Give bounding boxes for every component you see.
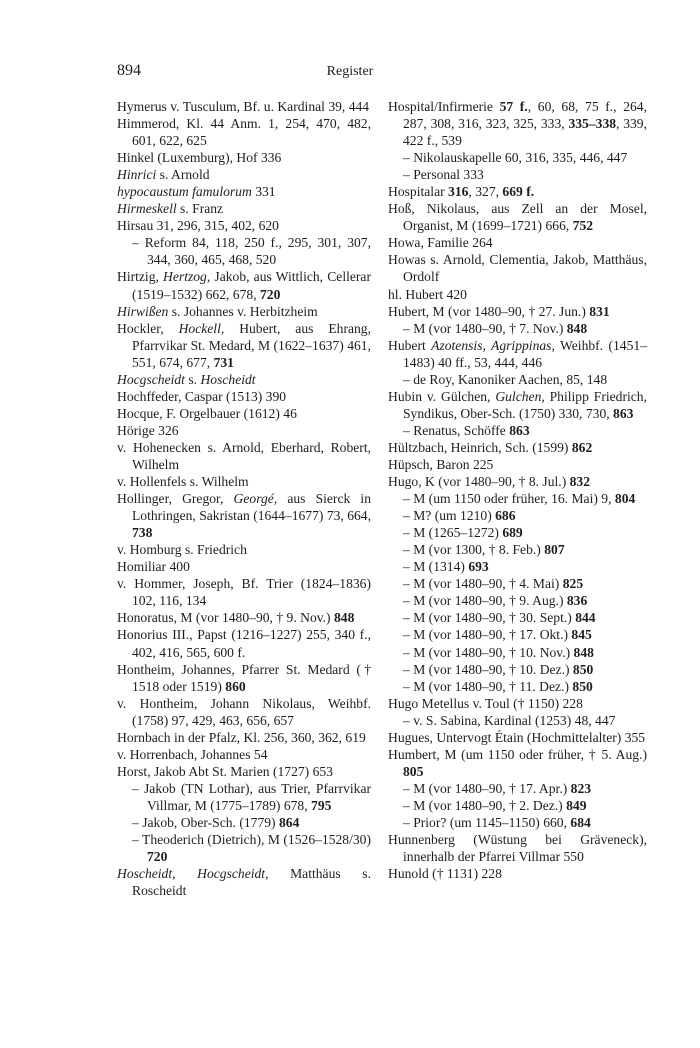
entry-text: , Jakob, aus Wittlich, Cellerar (1519–1532) 662, 678, (132, 269, 371, 302)
index-subentry (388, 644, 647, 661)
entry-text: Hochffeder, Caspar (1513) 390 (117, 388, 287, 404)
index-subentry (117, 234, 371, 268)
page-ref-bold: 738 (132, 525, 153, 541)
index-subentry (388, 507, 647, 524)
index-subentry (388, 422, 647, 439)
entry-text: Hunold († 1131) 228 (388, 866, 502, 882)
entry-text: v. Hommer, Joseph, Bf. Trier (1824–1836) 102, 116, 134 (117, 576, 371, 609)
index-subentry (388, 524, 647, 541)
entry-text: v. Hohenecken s. Arnold, Eberhard, Robert, Wilhelm (117, 439, 371, 472)
page-ref-bold: 860 (225, 678, 246, 694)
index-subentry (388, 626, 647, 643)
entry-text: – M (vor 1480–90, † 10. Dez.) (403, 661, 573, 677)
index-subentry (388, 797, 647, 814)
index-entry (117, 388, 371, 405)
index-entry (388, 439, 647, 456)
entry-text: s. Arnold (156, 167, 210, 183)
index-entry (388, 286, 647, 303)
entry-text: Hoß, Nikolaus, aus Zell an der Mosel, Organist, M (1699–1721) 666, (388, 201, 647, 234)
entry-text: Horst, Jakob Abt St. Marien (1727) 653 (117, 763, 333, 779)
page-ref-bold: 845 (571, 627, 592, 643)
index-subentry (117, 831, 371, 865)
entry-text: – M (vor 1480–90, † 11. Dez.) (403, 678, 573, 694)
page-ref-bold: 864 (278, 814, 300, 830)
entry-text: Hospital/Infirmerie (388, 99, 500, 114)
entry-text: – Jakob, Ober-Sch. (1779) (132, 814, 279, 830)
page-ref-bold: 836 (566, 593, 588, 609)
index-entry (388, 183, 647, 200)
page-ref-bold: 807 (544, 542, 565, 558)
entry-text: – Renatus, Schöffe (403, 422, 510, 438)
entry-text: v. Hontheim, Johann Nikolaus, Weihbf. (1758) 97, 429, 463, 656, 657 (117, 695, 371, 728)
index-subentry (388, 678, 647, 695)
index-entry (388, 865, 647, 882)
entry-text: Hymerus v. Tusculum, Bf. u. Kardinal 39, 444 (117, 99, 370, 114)
entry-text: , aus Sierck in Lothringen, Sakristan (1644–1677) 73, 664, (132, 491, 371, 524)
entry-text: Hirsau 31, 296, 315, 402, 620 (117, 218, 279, 234)
index-entry (388, 303, 647, 320)
page-number: 894 (117, 62, 141, 79)
page-ref-bold: 848 (573, 644, 594, 660)
entry-text: Howa, Familie 264 (388, 235, 493, 251)
index-subentry (388, 712, 647, 729)
entry-text: s. (184, 371, 201, 387)
variant-italic: Hirmeskell (117, 201, 177, 217)
index-entry (388, 234, 647, 251)
entry-text: Honorius III., Papst (1216–1227) 255, 340 f., 402, 416, 565, 600 f. (117, 627, 371, 660)
page-ref-bold: 795 (311, 797, 332, 813)
entry-text: – M (vor 1480–90, † 9. Aug.) (403, 593, 567, 609)
entry-text: , 327, (468, 184, 503, 200)
index-column-right (388, 98, 647, 882)
page-ref-bold: 335–338 (568, 116, 617, 132)
entry-text: – M (vor 1480–90, † 2. Dez.) (403, 797, 567, 813)
index-entry (117, 303, 371, 320)
entry-text: Hörige 326 (117, 422, 179, 438)
index-entry (117, 473, 371, 490)
index-entry (388, 746, 647, 780)
entry-text: – Jakob (TN Lothar), aus Trier, Pfarrvikar Villmar, M (1775–1789) 678, (132, 780, 371, 813)
entry-text: Hockler, (117, 320, 179, 336)
page-ref-bold: 823 (570, 780, 592, 796)
index-entry (117, 200, 371, 217)
entry-text: v. Hollenfels s. Wilhelm (117, 474, 249, 490)
index-entry (388, 337, 647, 371)
entry-text: – M (vor 1480–90, † 17. Apr.) (403, 780, 571, 796)
index-entry (117, 149, 371, 166)
entry-text: Howas s. Arnold, Clementia, Jakob, Matthäus, Ordolf (388, 252, 647, 285)
entry-text: – M (vor 1480–90, † 4. Mai) (403, 576, 563, 592)
page-ref-bold: 850 (572, 678, 593, 694)
index-entry (117, 371, 371, 388)
index-entry (117, 695, 371, 729)
entry-text: – M (vor 1480–90, † 30. Sept.) (403, 610, 576, 626)
entry-text: Hocque, F. Orgelbauer (1612) 46 (117, 405, 297, 421)
entry-text: s. Franz (176, 201, 224, 217)
index-entry (388, 729, 647, 746)
page-ref-bold: 831 (589, 303, 610, 319)
variant-italic: Gulchen (495, 388, 542, 404)
page-ref-bold: 720 (260, 286, 281, 302)
page-ref-bold: 832 (569, 474, 591, 490)
page-ref-bold: 850 (572, 661, 594, 677)
entry-text: Hirtzig, (117, 269, 164, 285)
entry-text: Himmerod, Kl. 44 Anm. 1, 254, 470, 482, 601, 622, 625 (117, 116, 371, 149)
variant-italic: Georgé (233, 491, 274, 507)
page-ref-bold: 720 (147, 849, 168, 865)
entry-text: , Hubert, aus Ehrang, Pfarrvikar St. Medard, M (1622–1637) 461, 551, 674, 677, (132, 320, 371, 370)
entry-text: – M (um 1150 oder früher, 16. Mai) 9, (403, 491, 615, 507)
index-entry (117, 422, 371, 439)
entry-text: – Theoderich (Dietrich), M (1526–1528/30) (132, 832, 371, 848)
index-entry (117, 217, 371, 234)
page-ref-bold: 752 (572, 218, 594, 234)
variant-italic: Hockell (178, 320, 221, 336)
page-ref-bold: 731 (213, 354, 234, 370)
variant-italic: Hinrici (117, 167, 157, 183)
index-entry (117, 183, 371, 200)
page-ref-bold: 849 (566, 797, 587, 813)
entry-text: – Prior? (um 1145–1150) 660, (403, 814, 571, 830)
entry-text: , 339, 422 f., 539 (403, 116, 648, 149)
entry-text: – M (vor 1480–90, † 10. Nov.) (403, 644, 574, 660)
page-ref-bold: 862 (571, 439, 593, 455)
index-entry (388, 695, 647, 712)
page-ref-bold: 863 (509, 422, 530, 438)
entry-text: – v. S. Sabina, Kardinal (1253) 48, 447 (403, 712, 616, 728)
index-subentry (388, 490, 647, 507)
index-subentry (388, 661, 647, 678)
index-subentry (388, 149, 647, 166)
page-ref-bold: 669 f. (502, 184, 535, 200)
entry-text: – M? (um 1210) (403, 508, 496, 524)
index-entry (117, 575, 371, 609)
index-entry (117, 541, 371, 558)
index-entry (117, 166, 371, 183)
variant-italic: Hoscheidt (200, 371, 256, 387)
entry-text: Hospitalar (388, 184, 449, 200)
entry-text: Homiliar 400 (117, 559, 190, 575)
index-entry (117, 626, 371, 660)
index-entry (388, 98, 647, 149)
entry-text: Honoratus, M (vor 1480–90, † 9. Nov.) (117, 610, 334, 626)
entry-text: Hunnenberg (Wüstung bei Gräveneck), innerhalb der Pfarrei Villmar 550 (388, 832, 647, 865)
entry-text: Hugues, Untervogt Étain (Hochmittelalter) 355 (388, 729, 646, 745)
index-subentry (388, 320, 647, 337)
entry-text: 331 (251, 184, 276, 200)
entry-text: Hollinger, Gregor, (117, 491, 234, 507)
entry-text: – de Roy, Kanoniker Aachen, 85, 148 (403, 371, 608, 387)
index-entry (388, 388, 647, 422)
entry-text: Hubert (388, 337, 432, 353)
page-ref-bold: 316 (448, 184, 469, 200)
page-ref-bold: 57 f. (499, 99, 528, 114)
entry-text: Hinkel (Luxemburg), Hof 336 (117, 150, 282, 166)
index-subentry (388, 371, 647, 388)
index-entry (117, 115, 371, 149)
entry-text: hl. Hubert 420 (388, 286, 467, 302)
entry-text: , Matthäus s. Roscheidt (132, 866, 371, 899)
running-title: Register (326, 64, 374, 79)
entry-text: , Philipp Friedrich, Syndikus, Ober-Sch. (1750) 330, 730, (403, 388, 647, 421)
entry-text: – M (vor 1480–90, † 7. Nov.) (403, 320, 567, 336)
index-subentry (117, 780, 371, 814)
variant-italic: Hirwißen (117, 303, 169, 319)
index-entry (117, 405, 371, 422)
page-ref-bold: 684 (570, 814, 591, 830)
index-entry (117, 98, 371, 115)
variant-italic: Hertzog (163, 269, 207, 285)
entry-text: s. Johannes v. Herbitzheim (168, 303, 318, 319)
index-subentry (388, 780, 647, 797)
index-entry (117, 320, 371, 371)
index-entry (117, 746, 371, 763)
index-subentry (117, 814, 371, 831)
index-entry (388, 473, 647, 490)
page-ref-bold: 848 (333, 610, 355, 626)
index-entry (117, 661, 371, 695)
page-ref-bold: 844 (575, 610, 596, 626)
index-entry (117, 729, 371, 746)
entry-text: – Personal 333 (403, 167, 484, 183)
entry-text: , 60, 68, 75 f., 264, 287, 308, 316, 323, 325, 333, (403, 99, 647, 132)
page-ref-bold: 805 (403, 763, 424, 779)
entry-text: Hontheim, Johannes, Pfarrer St. Medard († 1518 oder 1519) (117, 661, 371, 694)
page-ref-bold: 825 (562, 576, 584, 592)
entry-text: , Weihbf. (1451–1483) 40 ff., 53, 444, 446 (403, 337, 647, 370)
index-subentry (388, 541, 647, 558)
entry-text: Hültzbach, Heinrich, Sch. (1599) (388, 439, 572, 455)
index-subentry (388, 558, 647, 575)
entry-text: – Reform 84, 118, 250 f., 295, 301, 307, 344, 360, 465, 468, 520 (132, 235, 371, 268)
index-entry (388, 831, 647, 865)
entry-text: Hornbach in der Pfalz, Kl. 256, 360, 362, 619 (117, 729, 366, 745)
index-subentry (388, 575, 647, 592)
index-subentry (388, 592, 647, 609)
index-entry (388, 251, 647, 285)
entry-text: – M (1265–1272) (403, 525, 503, 541)
index-column-left (117, 98, 371, 899)
entry-text: Hugo Metellus v. Toul († 1150) 228 (388, 695, 583, 711)
entry-text: Hüpsch, Baron 225 (388, 456, 494, 472)
entry-text: – M (1314) (403, 559, 469, 575)
index-entry (117, 609, 371, 626)
page-ref-bold: 686 (495, 508, 516, 524)
entry-text: – M (vor 1480–90, † 17. Okt.) (403, 627, 572, 643)
entry-text: v. Homburg s. Friedrich (117, 542, 247, 558)
index-subentry (388, 814, 647, 831)
index-entry (117, 490, 371, 541)
index-entry (117, 865, 371, 899)
entry-text: – Nikolauskapelle 60, 316, 335, 446, 447 (403, 150, 628, 166)
variant-italic: Azotensis, Agrippinas (431, 337, 552, 353)
index-subentry (388, 166, 647, 183)
index-entry (117, 763, 371, 780)
entry-text: – M (vor 1300, † 8. Feb.) (403, 542, 545, 558)
index-entry (117, 268, 371, 302)
index-entry (388, 456, 647, 473)
variant-italic: hypocaustum famulorum (117, 184, 252, 200)
index-entry (117, 439, 371, 473)
entry-text: Hubert, M (vor 1480–90, † 27. Jun.) (388, 303, 590, 319)
page-ref-bold: 848 (566, 320, 588, 336)
variant-italic: Hoscheidt, Hocgscheidt (117, 866, 266, 882)
entry-text: v. Horrenbach, Johannes 54 (117, 746, 268, 762)
entry-text: Hubin v. Gülchen, (388, 388, 496, 404)
variant-italic: Hocgscheidt (117, 371, 185, 387)
page-ref-bold: 693 (468, 559, 489, 575)
page-ref-bold: 689 (502, 525, 523, 541)
index-subentry (388, 609, 647, 626)
entry-text: Hugo, K (vor 1480–90, † 8. Jul.) (388, 474, 570, 490)
page-ref-bold: 863 (613, 405, 634, 421)
index-entry (388, 200, 647, 234)
entry-text: Humbert, M (um 1150 oder früher, † 5. Aug.) (388, 746, 647, 762)
page-ref-bold: 804 (614, 491, 636, 507)
index-entry (117, 558, 371, 575)
